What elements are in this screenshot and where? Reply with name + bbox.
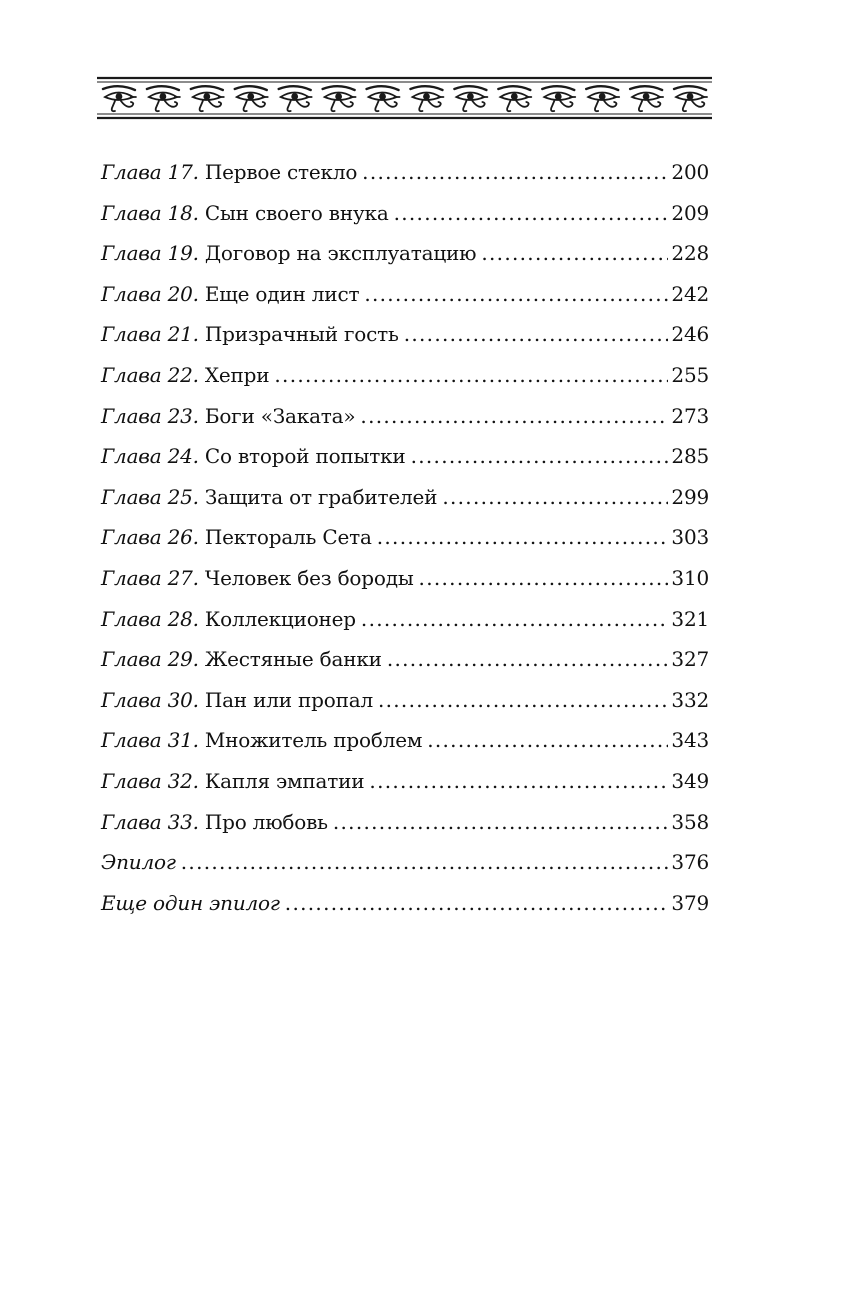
page-number: 228 bbox=[671, 241, 709, 266]
chapter-label: Эпилог bbox=[101, 850, 176, 875]
page-number: 200 bbox=[671, 160, 709, 184]
dot-leader bbox=[361, 603, 669, 635]
chapter-title: Жестяные банки bbox=[204, 647, 382, 672]
page-number: 246 bbox=[671, 322, 709, 347]
toc-entry bbox=[101, 156, 709, 197]
table-of-contents bbox=[101, 156, 709, 927]
chapter-title: Первое стекло bbox=[204, 160, 358, 184]
page-number: 255 bbox=[671, 362, 709, 387]
toc-entry bbox=[101, 643, 709, 684]
toc-entry bbox=[101, 278, 709, 319]
chapter-title: Множитель проблем bbox=[204, 728, 423, 753]
chapter-label: Глава 30. bbox=[101, 687, 199, 712]
chapter-label: Еще один эпилог bbox=[101, 890, 280, 915]
chapter-label: Глава 17. bbox=[101, 160, 199, 184]
eye-of-horus-icon bbox=[410, 86, 443, 111]
chapter-title: Про любовь bbox=[204, 809, 328, 834]
chapter-title: Защита от грабителей bbox=[204, 484, 438, 509]
toc-entry bbox=[101, 887, 709, 928]
chapter-title: Хепри bbox=[204, 362, 270, 387]
toc-entry bbox=[101, 684, 709, 725]
toc-entry bbox=[101, 318, 709, 359]
chapter-label: Глава 33. bbox=[101, 809, 199, 834]
toc-entry bbox=[101, 806, 709, 847]
dot-leader bbox=[419, 562, 669, 594]
toc-entry bbox=[101, 521, 709, 562]
chapter-title: Со второй попытки bbox=[204, 444, 406, 469]
toc-entry bbox=[101, 562, 709, 603]
chapter-label: Глава 31. bbox=[101, 728, 199, 753]
page-number: 310 bbox=[671, 565, 709, 590]
page-number: 273 bbox=[671, 403, 709, 428]
page-number: 327 bbox=[671, 647, 709, 672]
dot-leader bbox=[442, 481, 668, 513]
dot-leader bbox=[285, 887, 669, 919]
toc-entry bbox=[101, 440, 709, 481]
page-number: 379 bbox=[671, 890, 709, 915]
dot-leader bbox=[377, 521, 669, 553]
eye-of-horus-icon bbox=[367, 86, 400, 111]
chapter-label: Глава 21. bbox=[101, 322, 199, 347]
page-number: 332 bbox=[671, 687, 709, 712]
eye-of-horus-icon bbox=[630, 86, 663, 111]
toc-entry bbox=[101, 603, 709, 644]
chapter-label: Глава 27. bbox=[101, 565, 199, 590]
dot-leader bbox=[378, 684, 668, 716]
toc-entry bbox=[101, 724, 709, 765]
page-number: 242 bbox=[671, 281, 709, 306]
chapter-title: Пан или пропал bbox=[204, 687, 373, 712]
chapter-label: Глава 20. bbox=[101, 281, 199, 306]
dot-leader bbox=[404, 318, 669, 350]
eye-of-horus-icon bbox=[103, 86, 136, 111]
eye-of-horus-icon bbox=[191, 86, 224, 111]
page-number: 285 bbox=[671, 444, 709, 469]
page-number: 303 bbox=[671, 525, 709, 550]
page-number: 358 bbox=[671, 809, 709, 834]
dot-leader bbox=[274, 359, 668, 391]
chapter-title: Пектораль Сета bbox=[204, 525, 372, 550]
chapter-title: Человек без бороды bbox=[204, 565, 414, 590]
chapter-label: Глава 19. bbox=[101, 241, 199, 266]
toc-entry bbox=[101, 765, 709, 806]
dot-leader bbox=[411, 440, 669, 472]
toc-entry bbox=[101, 197, 709, 238]
chapter-title: Боги «Заката» bbox=[204, 403, 356, 428]
chapter-label: Глава 22. bbox=[101, 362, 199, 387]
dot-leader bbox=[360, 400, 668, 432]
chapter-title: Еще один лист bbox=[204, 281, 360, 306]
chapter-title: Сын своего внука bbox=[204, 200, 389, 225]
chapter-title: Договор на эксплуатацию bbox=[204, 241, 477, 266]
eye-of-horus-icon bbox=[323, 86, 356, 111]
eye-of-horus-icon bbox=[498, 86, 531, 111]
toc-entry bbox=[101, 481, 709, 522]
toc-entry bbox=[101, 237, 709, 278]
eye-of-horus-icon bbox=[279, 86, 312, 111]
dot-leader bbox=[427, 724, 668, 756]
page-number: 299 bbox=[671, 484, 709, 509]
chapter-label: Глава 32. bbox=[101, 768, 199, 793]
chapter-label: Глава 28. bbox=[101, 606, 199, 631]
dot-leader bbox=[394, 197, 669, 229]
eye-of-horus-icon bbox=[586, 86, 619, 111]
page-number: 321 bbox=[671, 606, 709, 631]
eye-of-horus-icon bbox=[454, 86, 487, 111]
eye-of-horus-icon bbox=[542, 86, 575, 111]
chapter-label: Глава 23. bbox=[101, 403, 199, 428]
page-number: 376 bbox=[671, 850, 709, 875]
dot-leader bbox=[362, 156, 668, 188]
chapter-label: Глава 24. bbox=[101, 444, 199, 469]
eye-of-horus-icon bbox=[674, 86, 707, 111]
chapter-label: Глава 25. bbox=[101, 484, 199, 509]
eye-of-horus-icon bbox=[235, 86, 268, 111]
chapter-title: Коллекционер bbox=[204, 606, 356, 631]
dot-leader bbox=[369, 765, 668, 797]
dot-leader bbox=[387, 643, 669, 675]
chapter-title: Капля эмпатии bbox=[204, 768, 365, 793]
toc-entry bbox=[101, 400, 709, 441]
eye-of-horus-icon bbox=[147, 86, 180, 111]
dot-leader bbox=[364, 278, 668, 310]
chapter-label: Глава 26. bbox=[101, 525, 199, 550]
toc-entry bbox=[101, 846, 709, 887]
chapter-label: Глава 18. bbox=[101, 200, 199, 225]
toc-entry bbox=[101, 359, 709, 400]
page-number: 349 bbox=[671, 768, 709, 793]
dot-leader bbox=[481, 237, 668, 269]
dot-leader bbox=[181, 846, 669, 878]
chapter-label: Глава 29. bbox=[101, 647, 199, 672]
dot-leader bbox=[333, 806, 669, 838]
page-number: 209 bbox=[671, 200, 709, 225]
eye-of-horus-border bbox=[97, 76, 712, 120]
page-number: 343 bbox=[671, 728, 709, 753]
chapter-title: Призрачный гость bbox=[204, 322, 399, 347]
